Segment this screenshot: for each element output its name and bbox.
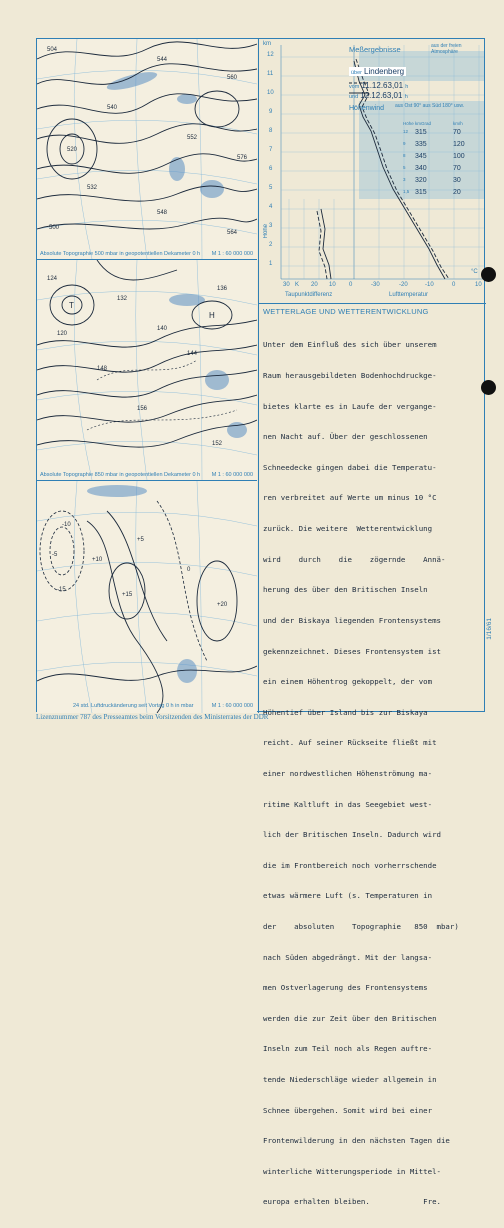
- wind-speed: 100: [453, 153, 465, 160]
- contour-label: 520: [67, 147, 78, 153]
- dew-tick: 10: [329, 282, 336, 288]
- map-500mbar-graphic: [37, 39, 257, 259]
- wind-direction: 340: [415, 165, 427, 172]
- temp-axis-label: Lufttemperatur: [389, 292, 429, 298]
- punch-hole: [481, 380, 496, 395]
- high-marker: H: [209, 311, 215, 320]
- legend-title: Meßergebnisse: [349, 45, 401, 54]
- map-caption-title: Absolute Topographie 500 mbar in geopotentiellen Dekameter 0 h: [40, 251, 201, 257]
- text-line: tende Niederschläge wieder allgemein in: [263, 1075, 437, 1085]
- map-caption: [37, 249, 257, 259]
- height-axis-label: Höhe: [263, 224, 269, 239]
- text-line: reicht. Auf seiner Rückseite fließt mit: [263, 738, 437, 748]
- wind-row: [403, 141, 483, 153]
- wind-row: [403, 129, 483, 141]
- text-heading: WETTERLAGE UND WETTERENTWICKLUNG: [263, 307, 429, 316]
- wind-speed: 120: [453, 141, 465, 148]
- map-scale: M 1 : 60 000 000: [211, 472, 253, 478]
- dashed-line-legend: [349, 81, 369, 85]
- date-prefix: vom: [349, 84, 360, 90]
- wind-level: 8: [403, 153, 406, 158]
- dew-axis-label: Taupunktdifferenz: [285, 292, 333, 298]
- wind-level: 3: [403, 177, 406, 182]
- text-line: die im Frontbereich noch vorherrschende: [263, 860, 437, 870]
- wind-direction: 335: [415, 141, 427, 148]
- contour-label: 564: [227, 230, 238, 236]
- text-line: Schnee übergehen. Somit wird bei einer: [263, 1105, 433, 1115]
- contour-label: 552: [187, 135, 198, 141]
- text-line: werden die zur Zeit über den Britischen: [263, 1013, 437, 1023]
- weather-text-panel: [259, 303, 486, 1207]
- contour-label: -10: [62, 522, 71, 528]
- side-note: 1/16/61: [486, 618, 493, 640]
- contour-label: 548: [157, 210, 168, 216]
- wind-direction: 315: [415, 189, 427, 196]
- contour-label: 140: [157, 326, 168, 332]
- y-tick: 3: [269, 223, 273, 229]
- contour-label: 148: [97, 366, 108, 372]
- dew-tick: 30: [283, 282, 290, 288]
- station-name: [349, 67, 406, 76]
- date-prefix: und: [349, 94, 359, 100]
- contour-label: +20: [217, 602, 228, 608]
- text-line: men Ostverlagerung des Frontensystems: [263, 983, 428, 993]
- wind-col-direction: Grad: [421, 121, 432, 126]
- map-caption-title: 24 std. Luftdruckänderung seit Vortag 0 h in mbar: [73, 703, 194, 709]
- contour-label: 532: [87, 185, 98, 191]
- contour-label: 132: [117, 296, 128, 302]
- contour-label: -5: [52, 552, 58, 558]
- text-line: ein einem Höhentrog gekoppelt, der vom: [263, 677, 433, 687]
- text-line: Frontenwilderung in den nächsten Tagen die: [263, 1136, 450, 1146]
- contour-label: 156: [137, 406, 148, 412]
- sounding-diagram: [259, 39, 486, 303]
- map-850mbar: [37, 260, 257, 481]
- map-pressure-change: [37, 481, 257, 713]
- text-line: zurück. Die weitere Wetterentwicklung: [263, 524, 433, 534]
- footer-license: Lizenznummer 787 des Presseamtes beim Vorsitzenden des Ministerrates der DDR: [36, 713, 269, 721]
- solid-line-legend: [349, 91, 369, 95]
- contour-label: 504: [47, 47, 58, 53]
- wind-direction: 315: [415, 129, 427, 136]
- map-pressure-change-graphic: [37, 481, 257, 713]
- contour-label: 500: [49, 225, 60, 231]
- station-prefix: über: [351, 70, 363, 76]
- text-line: ren verbreitet auf Werte um minus 10 °C: [263, 493, 437, 503]
- map-caption: [37, 470, 257, 480]
- y-tick: 10: [267, 90, 274, 96]
- k-unit: K: [295, 282, 300, 288]
- y-tick: 5: [269, 185, 273, 191]
- y-tick: 2: [269, 242, 273, 248]
- text-line: nach Süden abgedrängt. Mit der langsa-: [263, 952, 433, 962]
- date-current: [349, 91, 410, 100]
- wind-row: [403, 189, 483, 201]
- text-body: [263, 320, 483, 1228]
- text-line: wird durch die zögernde Annä-: [263, 554, 446, 564]
- text-line: einer nordwestlichen Höhenströmung ma-: [263, 768, 433, 778]
- text-line: winterliche Witterungsperiode in Mittel-: [263, 1166, 441, 1176]
- dew-tick: 0: [349, 282, 353, 288]
- punch-hole: [481, 267, 496, 282]
- contour-label: 576: [237, 155, 248, 161]
- wind-col-height: Höhe km: [403, 121, 422, 126]
- temp-tick: -30: [371, 282, 380, 288]
- wind-speed: 20: [453, 189, 461, 196]
- wind-subtitle: aus Ost 90° aus Süd 180° usw.: [395, 103, 465, 109]
- y-tick: 7: [269, 147, 273, 153]
- contour-label: +5: [137, 537, 144, 543]
- date-previous: [349, 81, 410, 90]
- wind-speed: 70: [453, 165, 461, 172]
- y-tick: 1: [269, 261, 273, 267]
- low-marker: T: [69, 301, 74, 310]
- y-tick: 12: [267, 52, 274, 58]
- text-line: ritime Kaltluft in das Seegebiet west-: [263, 799, 433, 809]
- text-line: Raum herausgebildeten Bodenhochdruckge-: [263, 371, 437, 381]
- text-line: lich der Britischen Inseln. Dadurch wird: [263, 830, 441, 840]
- y-tick: 11: [267, 71, 274, 77]
- map-500mbar: [37, 39, 257, 260]
- wind-title: Höhenwind: [349, 105, 385, 112]
- contour-label: +10: [92, 557, 103, 563]
- wind-level: 1,5: [403, 189, 410, 194]
- text-line: der absoluten Topographie 850 mbar): [263, 921, 459, 931]
- wind-direction: 320: [415, 177, 427, 184]
- map-caption: [37, 701, 257, 711]
- temp-tick: 0: [452, 282, 456, 288]
- contour-label: 152: [212, 441, 223, 447]
- y-tick: 8: [269, 128, 273, 134]
- map-scale: M 1 : 60 000 000: [211, 703, 253, 709]
- wind-level: 12: [403, 129, 409, 134]
- map-caption-title: Absolute Topographie 850 mbar in geopotentiellen Dekameter 0 h: [40, 472, 201, 478]
- contour-label: 136: [217, 286, 228, 292]
- text-line: Höhentief über Island bis zur Biskaya: [263, 707, 428, 717]
- contour-label: 120: [57, 331, 68, 337]
- contour-label: 0: [187, 567, 191, 573]
- contour-label: 144: [187, 351, 198, 357]
- contour-label: +15: [122, 592, 133, 598]
- text-line: europa erhalten bleiben. Fre.: [263, 1197, 441, 1207]
- contour-label: 560: [227, 75, 238, 81]
- temp-unit: °C: [471, 269, 478, 275]
- text-line: bietes klarte es in Laufe der vergange-: [263, 401, 437, 411]
- text-line: nen Nacht auf. Über der geschlossenen: [263, 432, 428, 442]
- wind-row: [403, 153, 483, 165]
- contour-label: 544: [157, 57, 168, 63]
- text-line: Inseln zum Teil noch als Regen auftre-: [263, 1044, 433, 1054]
- text-line: Unter dem Einfluß des sich über unserem: [263, 340, 437, 350]
- temp-tick: 10: [475, 282, 482, 288]
- km-unit: km: [263, 41, 271, 47]
- text-line: und der Biskaya liegenden Frontensystems: [263, 615, 441, 625]
- date-unit: h: [405, 84, 409, 90]
- dew-tick: 20: [311, 282, 318, 288]
- temp-tick: -10: [425, 282, 434, 288]
- wind-col-speed: km/h: [453, 121, 463, 126]
- text-line: gekennzeichnet. Dieses Frontensystem ist: [263, 646, 441, 656]
- station-value: Lindenberg: [364, 67, 405, 76]
- y-tick: 9: [269, 109, 273, 115]
- wind-speed: 70: [453, 129, 461, 136]
- sounding-legend: [343, 41, 484, 199]
- wind-speed: 30: [453, 177, 461, 184]
- map-scale: M 1 : 60 000 000: [211, 251, 253, 257]
- wind-row: [403, 165, 483, 177]
- text-line: etwas wärmere Luft (s. Temperaturen in: [263, 891, 433, 901]
- date-unit: h: [404, 94, 408, 100]
- date-value: 11.12.63,01: [361, 81, 404, 90]
- text-line: herung des über den Britischen Inseln: [263, 585, 428, 595]
- y-tick: 4: [269, 204, 273, 210]
- temp-tick: -20: [399, 282, 408, 288]
- contour-label: 540: [107, 105, 118, 111]
- wind-row: [403, 177, 483, 189]
- wind-level: 5: [403, 165, 406, 170]
- contour-label: 124: [47, 276, 58, 282]
- date-value: 12.12.63,01: [360, 91, 403, 100]
- contour-label: -15: [57, 587, 66, 593]
- wind-level: 9: [403, 141, 406, 146]
- legend-subtitle: aus der freien Atmosphäre: [431, 43, 462, 55]
- wind-direction: 345: [415, 153, 427, 160]
- y-tick: 6: [269, 166, 273, 172]
- text-line: Schneedecke gingen dabei die Temperatu-: [263, 462, 437, 472]
- map-850mbar-graphic: [37, 260, 257, 480]
